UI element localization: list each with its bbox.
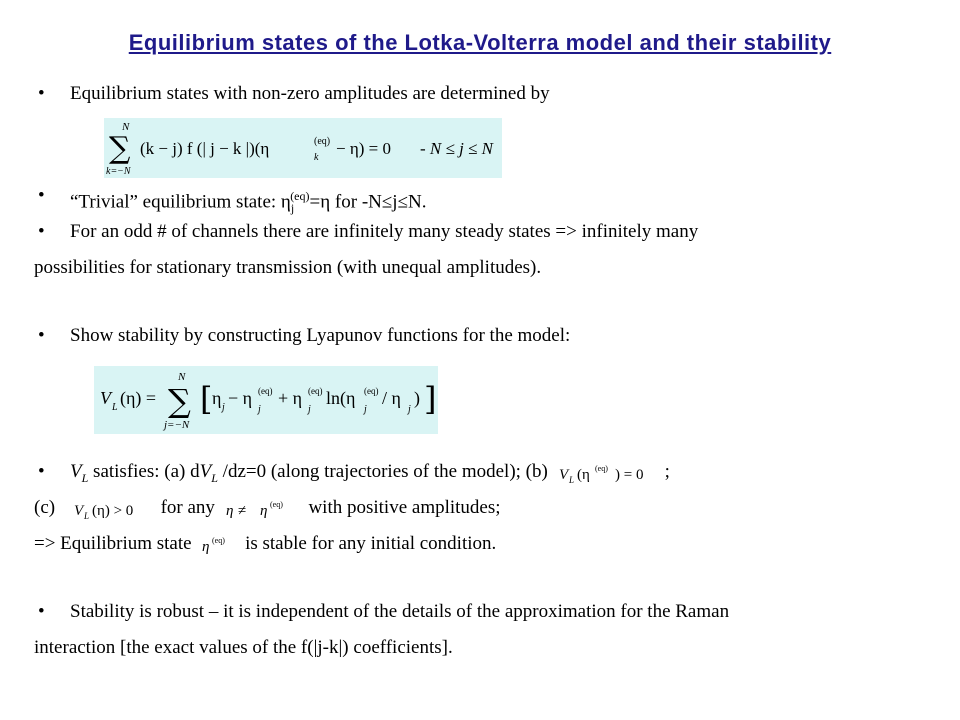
- bullet-marker: •: [38, 221, 45, 242]
- c-label: (c): [34, 497, 56, 518]
- sum-top: N: [122, 121, 130, 133]
- eq1-sub: k: [314, 152, 319, 163]
- bullet-equilibrium-text: Equilibrium states with non-zero amplitudes are determined by: [70, 83, 550, 104]
- equation-lyapunov: [94, 366, 438, 434]
- math-vl-eq-zero: [553, 462, 665, 484]
- eq2-close: ): [414, 388, 420, 408]
- vl-L: L: [81, 470, 89, 485]
- svg-text:(η) > 0: (η) > 0: [91, 502, 134, 519]
- c-end: with positive amplitudes;: [308, 497, 501, 518]
- eq2-sum-top: N: [178, 371, 186, 383]
- eq2-sub-4: j: [408, 404, 411, 415]
- bullet-odd-channels-line1: For an odd # of channels there are infinitely many steady states => infinitely many: [70, 221, 699, 242]
- conclusion-line: [34, 532, 496, 556]
- eq2-sum-bottom: j=−N: [164, 419, 190, 431]
- trivial-sub: j: [290, 201, 295, 216]
- bullet-vl-satisfies: [70, 460, 670, 490]
- eq2-lhs-sub: L: [112, 402, 118, 413]
- svg-text:∑: ∑: [168, 382, 191, 420]
- math-vl-positive: [70, 498, 156, 520]
- eq2-sup-3: (eq): [364, 386, 379, 396]
- eq2-minus: − η: [228, 388, 253, 408]
- eq2-sup-1: (eq): [258, 386, 273, 396]
- math-eta-neq: [220, 498, 304, 520]
- svg-text:V: V: [558, 466, 568, 483]
- eq2-ln: ln(η: [326, 388, 356, 408]
- svg-text:) = 0: ) = 0: [614, 466, 644, 483]
- sum-bottom: k=−N: [106, 166, 131, 177]
- trivial-post: =η for -N≤j≤N.: [309, 191, 427, 213]
- vl-L2: L: [211, 470, 218, 485]
- bullet-marker: •: [38, 601, 45, 622]
- trivial-pre: “Trivial” equilibrium state: η: [70, 191, 291, 213]
- svg-text:L: L: [568, 474, 574, 484]
- bullet-marker: •: [38, 325, 45, 346]
- eq2-lhs: V: [100, 388, 111, 408]
- eq1-tail: − η) = 0: [336, 139, 391, 158]
- trivial-sup: (eq): [290, 189, 310, 203]
- svg-text:η: η: [225, 502, 234, 519]
- bullet-marker: •: [38, 83, 45, 104]
- eq2-sub-3: j: [364, 404, 367, 415]
- svg-text:(eq): (eq): [594, 463, 608, 473]
- svg-text:∑: ∑: [109, 131, 131, 166]
- c-mid: for any: [160, 497, 215, 518]
- eq1-range: - N ≤ j ≤ N: [420, 139, 493, 158]
- bullet-odd-channels-line2: possibilities for stationary transmission (with unequal amplitudes).: [34, 257, 542, 278]
- math-eta-eq: [196, 534, 240, 556]
- bullet-marker: •: [38, 461, 45, 482]
- eq2-sub-1: j: [258, 404, 261, 415]
- vl-V2: V: [199, 461, 212, 482]
- svg-text:(eq): (eq): [269, 499, 283, 509]
- eq2-body: η: [212, 388, 222, 408]
- eq2-sub-2: j: [308, 404, 311, 415]
- svg-text:[: [: [200, 380, 213, 418]
- vl-end: ;: [664, 461, 670, 482]
- svg-text:]: ]: [424, 380, 437, 418]
- eq2-slash: / η: [382, 388, 401, 408]
- vl-V: V: [70, 461, 82, 482]
- eq1-body: (k − j) f (| j − k |)(η: [140, 139, 270, 158]
- bullet-trivial-text: [70, 184, 426, 220]
- conclusion-pre: => Equilibrium state: [34, 533, 192, 554]
- bullet-robust-line1: Stability is robust – it is independent of the details of the approximation for the Raman: [70, 601, 730, 622]
- svg-text:L: L: [83, 510, 89, 520]
- vl-b: /dz=0 (along trajectories of the model); (b): [217, 461, 548, 482]
- svg-text:η: η: [259, 502, 268, 519]
- eq2-plus: + η: [278, 388, 303, 408]
- svg-text:η: η: [202, 538, 210, 555]
- vl-a: satisfies: (a) d: [88, 461, 200, 482]
- eq2-lhs-arg: (η) =: [120, 388, 157, 408]
- bullet-robust-line2: interaction [the exact values of the f(|j-k|) coefficients].: [34, 637, 453, 658]
- bullet-marker: •: [38, 185, 45, 206]
- eq2-sup-2: (eq): [308, 386, 323, 396]
- condition-c-line: [34, 496, 501, 520]
- svg-text:V: V: [73, 502, 84, 519]
- svg-text:≠: ≠: [237, 502, 246, 519]
- equation-equilibrium: [104, 118, 502, 178]
- svg-text:(η: (η: [576, 466, 590, 483]
- conclusion-post: is stable for any initial condition.: [245, 533, 497, 554]
- eq1-sup: (eq): [314, 136, 331, 147]
- bullet-lyapunov-text: Show stability by constructing Lyapunov functions for the model:: [70, 325, 571, 346]
- eq2-body-sub: j: [222, 402, 225, 413]
- page-title: Equilibrium states of the Lotka-Volterra model and their stability: [128, 30, 832, 55]
- svg-text:(eq): (eq): [212, 535, 226, 545]
